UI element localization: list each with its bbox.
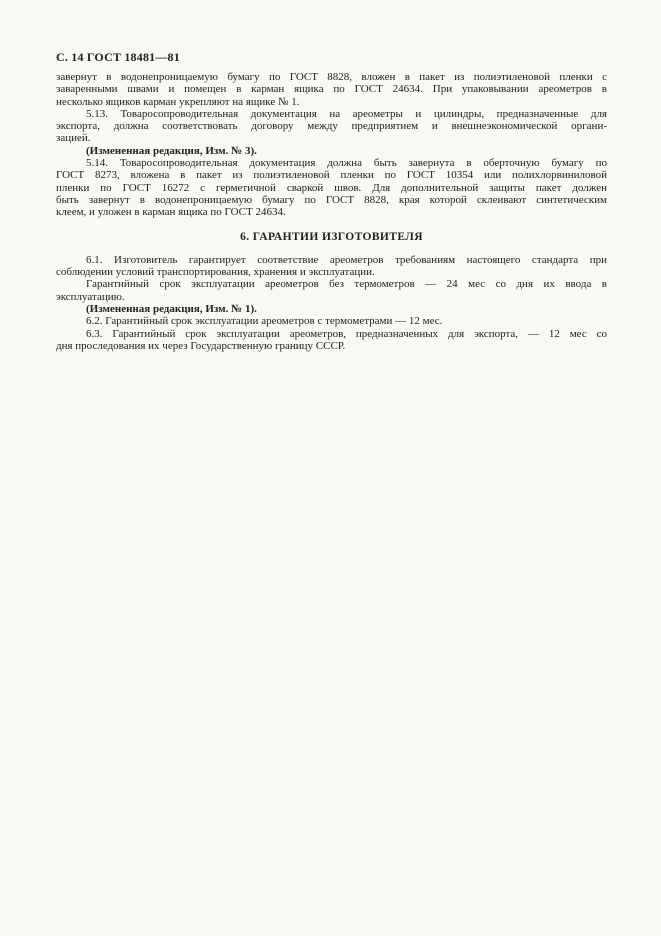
text-line: завернут в водонепроницаемую бумагу по ГОСТ 8828, вложен в пакет из полиэтиленовой пленки с (56, 71, 607, 83)
text-line: несколько ящиков карман укрепляют на ящике № 1. (56, 95, 300, 108)
text-line: быть завернут в водонепроницаемую бумагу по ГОСТ 8828, края которой склеивают синтетическим (56, 193, 607, 206)
amendment-note-1 (56, 303, 607, 315)
text-line: клеем, и уложен в карман ящика по ГОСТ 24634. (56, 206, 286, 219)
text-line: заваренными швами и помещен в карман ящика по ГОСТ 24634. При упаковывании ареометров в (56, 83, 607, 96)
text-line: пленки по ГОСТ 16272 с герметичной сваркой швов. Для дополнительной защиты пакет должен (56, 181, 607, 194)
page-header: С. 14 ГОСТ 18481—81 (56, 50, 180, 64)
warranty-period-paragraph (56, 278, 607, 303)
amendment-note-3 (56, 145, 607, 157)
clause-5-13 (56, 108, 607, 145)
text-line: 6.2. Гарантийный срок эксплуатации ареометров с термометрами — 12 мес. (86, 315, 443, 328)
clause-6-3 (56, 328, 607, 353)
clause-6-2 (56, 315, 607, 327)
text-line: 6.1. Изготовитель гарантирует соответствие ареометров требованиям настоящего стандарта при (86, 253, 607, 266)
text-line: 5.13. Товаросопроводительная документация на ареометры и цилиндры, предназначенные для (86, 107, 607, 120)
clause-5-14 (56, 157, 607, 218)
text-line: ГОСТ 8273, вложена в пакет из полиэтиленовой пленки по ГОСТ 10354 или полихлорвиниловой (56, 169, 607, 182)
amendment-note-text: (Измененная редакция, Изм. № 3). (86, 144, 257, 157)
section-6-heading: 6. ГАРАНТИИ ИЗГОТОВИТЕЛЯ (240, 230, 423, 243)
text-line: экспорта, должна соответствовать договору между предприятием и внешнеэкономической органи- (56, 120, 607, 133)
text-line: 5.14. Товаросопроводительная документация должна быть завернута в оберточную бумагу по (86, 157, 607, 170)
text-line: Гарантийный срок эксплуатации ареометров без термометров — 24 мес со дня их ввода в (86, 278, 607, 291)
clause-6-1 (56, 254, 607, 279)
text-line: зацией. (56, 132, 91, 145)
text-line: эксплуатацию. (56, 290, 125, 303)
document-body (56, 71, 607, 352)
continuation-paragraph (56, 71, 607, 108)
text-line: 6.3. Гарантийный срок эксплуатации ареометров, предназначенных для экспорта, — 12 мес со (86, 327, 607, 340)
amendment-note-text: (Измененная редакция, Изм. № 1). (86, 303, 257, 316)
text-line: дня проследования их через Государственную границу СССР. (56, 339, 346, 352)
text-line: соблюдении условий транспортирования, хранения и эксплуатации. (56, 266, 375, 279)
